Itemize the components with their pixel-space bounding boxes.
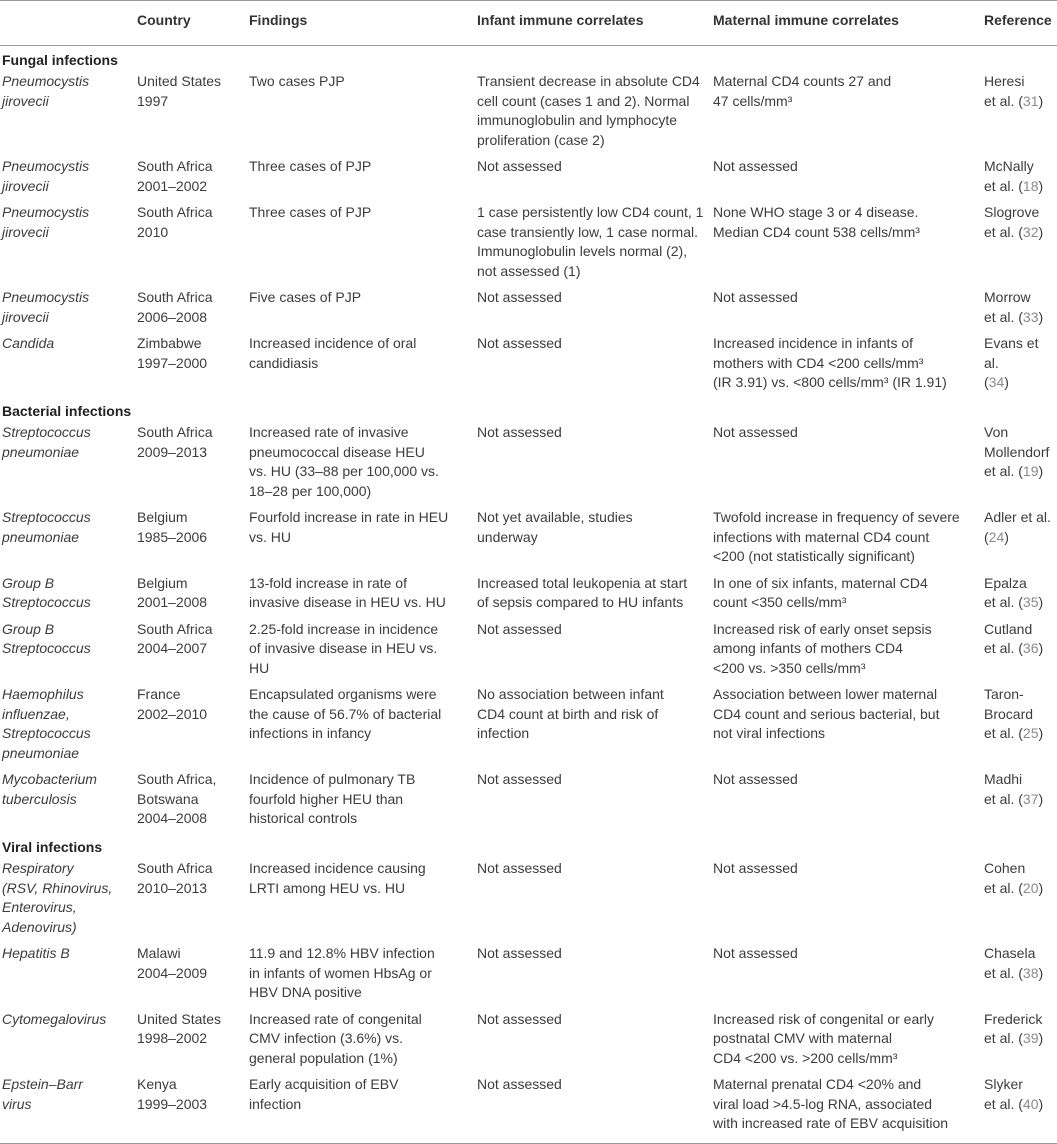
cell-reference xyxy=(984,571,1057,617)
reference-number-link[interactable]: 36 xyxy=(1022,640,1039,656)
cell-maternal-immune: Not assessed xyxy=(713,860,798,876)
table-row xyxy=(0,71,1057,154)
cell-infant-immune: Not assessed xyxy=(477,424,562,440)
cell-reference xyxy=(984,71,1057,154)
cell-organism: Pneumocystis jirovecii xyxy=(2,73,90,109)
cell-reference xyxy=(984,200,1057,285)
header-row xyxy=(0,1,1057,46)
cell-reference xyxy=(984,1007,1057,1073)
cell-country: South Africa 2009–2013 xyxy=(137,424,213,460)
reference-authors: Madhi et al. ( xyxy=(984,771,1023,807)
table-row xyxy=(0,682,1057,767)
reference-close-paren: ) xyxy=(1038,92,1044,109)
reference-close-paren: ) xyxy=(1038,463,1044,479)
cell-reference xyxy=(984,941,1057,1007)
cell-country: Malawi 2004–2009 xyxy=(137,945,208,981)
cell-infant-immune: Not assessed xyxy=(477,158,562,174)
cell-infant-immune: Not assessed xyxy=(477,620,562,637)
reference-number-link[interactable]: 31 xyxy=(1022,92,1039,109)
section-header-row xyxy=(0,397,1057,423)
cell-country: South Africa 2001–2002 xyxy=(137,158,213,194)
cell-findings: 11.9 and 12.8% HBV infection in infants of women HbsAg or HBV DNA positive xyxy=(249,945,435,1000)
cell-organism: Group B Streptococcus xyxy=(2,574,91,610)
reference-authors: Adler et al. ( xyxy=(984,509,1051,545)
reference-number-link[interactable]: 33 xyxy=(1022,308,1039,325)
reference-number-link[interactable]: 39 xyxy=(1022,1030,1039,1046)
reference-close-paren: ) xyxy=(1038,790,1044,807)
table-row xyxy=(0,285,1057,331)
cell-infant-immune: Not assessed xyxy=(477,860,562,876)
cell-maternal-immune: Increased risk of early onset sepsis among infants of mothers CD4 <200 vs. >350 cells/mm³ xyxy=(713,620,932,676)
reference-close-paren: ) xyxy=(1038,177,1044,194)
cell-findings: Increased rate of congenital CMV infection (3.6%) vs. general population (1%) xyxy=(249,1010,422,1066)
cell-infant-immune: 1 case persistently low CD4 count, 1 case transiently low, 1 case normal. Immunoglobulin levels normal (2), not assessed (1) xyxy=(477,204,704,279)
cell-country: United States 1997 xyxy=(137,73,222,109)
reference-number-link[interactable]: 34 xyxy=(988,374,1005,390)
cell-organism: Mycobacterium tuberculosis xyxy=(2,771,97,807)
cell-findings: Increased incidence of oral candidiasis xyxy=(249,335,417,371)
cell-infant-immune: Transient decrease in absolute CD4 cell count (cases 1 and 2). Normal immunoglobulin and lymphocyte proliferation (case 2) xyxy=(477,73,700,148)
cell-maternal-immune: Not assessed xyxy=(713,771,798,787)
cell-maternal-immune: Increased risk of congenital or early postnatal CMV with maternal CD4 <200 vs. >200 cells/mm³ xyxy=(713,1010,934,1066)
cell-maternal-immune: Not assessed xyxy=(713,424,798,440)
reference-number-link[interactable]: 32 xyxy=(1022,223,1039,240)
cell-findings: Increased incidence causing LRTI among HEU vs. HU xyxy=(249,860,426,896)
cell-organism: Epstein–Barr virus xyxy=(2,1076,83,1112)
header-reference: Reference xyxy=(984,12,1052,28)
table-body xyxy=(0,45,1057,1143)
cell-country: South Africa 2010–2013 xyxy=(137,860,213,896)
cell-organism: Cytomegalovirus xyxy=(2,1010,107,1027)
cell-country: Kenya 1999–2003 xyxy=(137,1076,208,1112)
section-header-row xyxy=(0,45,1057,71)
cell-infant-immune: Not assessed xyxy=(477,289,562,305)
table-row xyxy=(0,505,1057,571)
cell-country: Belgium 1985–2006 xyxy=(137,509,208,545)
table-row xyxy=(0,331,1057,397)
cell-infant-immune: Not assessed xyxy=(477,1076,562,1092)
section-title: Bacterial infections xyxy=(2,402,132,419)
reference-close-paren: ) xyxy=(1004,528,1009,545)
cell-organism: Hepatitis B xyxy=(2,945,70,961)
cell-country: South Africa 2004–2007 xyxy=(137,620,213,656)
cell-findings: Incidence of pulmonary TB fourfold higher HEU than historical controls xyxy=(249,771,416,826)
reference-close-paren: ) xyxy=(1038,223,1044,240)
cell-reference xyxy=(984,1072,1057,1143)
header-organism xyxy=(0,1,137,46)
reference-close-paren: ) xyxy=(1038,1095,1044,1112)
cell-reference xyxy=(984,858,1057,941)
reference-authors: Slogrove et al. ( xyxy=(984,204,1040,240)
reference-authors: McNally et al. ( xyxy=(984,158,1034,194)
table-row xyxy=(0,941,1057,1007)
cell-country: Zimbabwe 1997–2000 xyxy=(137,335,208,371)
cell-findings: Early acquisition of EBV infection xyxy=(249,1076,399,1112)
reference-number-link[interactable]: 19 xyxy=(1022,463,1039,479)
section-header-row xyxy=(0,833,1057,859)
cell-findings: Fourfold increase in rate in HEU vs. HU xyxy=(249,509,449,545)
reference-number-link[interactable]: 18 xyxy=(1022,177,1039,194)
reference-authors: Taron- Brocard et al. ( xyxy=(984,686,1034,741)
reference-authors: Chasela et al. ( xyxy=(984,945,1036,981)
cell-findings: Three cases of PJP xyxy=(249,204,372,220)
cell-organism: Group B Streptococcus xyxy=(2,620,91,656)
cell-infant-immune: Not assessed xyxy=(477,945,562,961)
cell-organism: Pneumocystis jirovecii xyxy=(2,204,90,240)
cell-organism: Streptococcus pneumoniae xyxy=(2,424,91,460)
cell-infant-immune: Not assessed xyxy=(477,771,562,787)
cell-reference xyxy=(984,505,1057,571)
table-row xyxy=(0,154,1057,200)
cell-findings: 13-fold increase in rate of invasive disease in HEU vs. HU xyxy=(249,574,446,610)
header-maternal-immune: Maternal immune correlates xyxy=(713,12,899,28)
reference-close-paren: ) xyxy=(1038,1030,1044,1046)
reference-authors: Von Mollendorf et al. ( xyxy=(984,424,1050,479)
table-row xyxy=(0,200,1057,285)
section-title: Fungal infections xyxy=(2,51,118,68)
cell-country: South Africa, Botswana 2004–2008 xyxy=(137,771,217,826)
cell-findings: Two cases PJP xyxy=(249,73,345,89)
reference-number-link[interactable]: 24 xyxy=(988,528,1005,545)
cell-infant-immune: No association between infant CD4 count at birth and risk of infection xyxy=(477,686,664,741)
cell-maternal-immune: Not assessed xyxy=(713,289,798,305)
reference-authors: Morrow et al. ( xyxy=(984,289,1031,325)
cell-organism: Candida xyxy=(2,335,55,351)
cell-country: Belgium 2001–2008 xyxy=(137,574,208,610)
reference-number-link[interactable]: 38 xyxy=(1022,964,1039,981)
cell-organism: Pneumocystis jirovecii xyxy=(2,289,90,325)
cell-reference xyxy=(984,331,1057,397)
cell-reference xyxy=(984,682,1057,767)
cell-reference xyxy=(984,422,1057,505)
reference-number-link[interactable]: 20 xyxy=(1022,879,1039,896)
cell-organism: Respiratory (RSV, Rhinovirus, Enterovirus, Adenovirus) xyxy=(2,860,113,935)
reference-number-link[interactable]: 37 xyxy=(1022,790,1039,807)
cell-maternal-immune: Maternal CD4 counts 27 and 47 cells/mm³ xyxy=(713,73,892,109)
cell-findings: Encapsulated organisms were the cause of 56.7% of bacterial infections in infancy xyxy=(249,686,442,741)
cell-infant-immune: Not yet available, studies underway xyxy=(477,509,633,545)
reference-number-link[interactable]: 40 xyxy=(1022,1095,1039,1112)
cell-maternal-immune: Not assessed xyxy=(713,158,798,174)
cell-reference xyxy=(984,154,1057,200)
reference-close-paren: ) xyxy=(1038,594,1044,610)
table-row xyxy=(0,767,1057,833)
section-title: Viral infections xyxy=(2,838,103,855)
cell-infant-immune: Not assessed xyxy=(477,335,562,351)
cell-organism: Streptococcus pneumoniae xyxy=(2,509,91,545)
cell-maternal-immune: None WHO stage 3 or 4 disease. Median CD4 count 538 cells/mm³ xyxy=(713,204,920,240)
table-row xyxy=(0,422,1057,505)
reference-authors: Cutland et al. ( xyxy=(984,620,1033,656)
reference-close-paren: ) xyxy=(1004,374,1009,390)
header-infant-immune: Infant immune correlates xyxy=(477,12,644,28)
reference-close-paren: ) xyxy=(1038,308,1044,325)
cell-findings: Five cases of PJP xyxy=(249,289,362,305)
table-row xyxy=(0,1007,1057,1073)
reference-authors: Heresi et al. ( xyxy=(984,73,1025,109)
cell-maternal-immune: Maternal prenatal CD4 <20% and viral load >4.5-log RNA, associated with increased rate of EBV acquisition xyxy=(713,1076,949,1131)
cell-maternal-immune: Increased incidence in infants of mothers with CD4 <200 cells/mm³ (IR 3.91) vs. <800 cells/mm³ (IR 1.91) xyxy=(713,335,947,390)
reference-authors: Frederick et al. ( xyxy=(984,1010,1043,1046)
header-country: Country xyxy=(137,12,191,28)
cell-country: South Africa 2006–2008 xyxy=(137,289,213,325)
reference-authors: Slyker et al. ( xyxy=(984,1076,1023,1112)
reference-authors: Evans et al. ( xyxy=(984,335,1039,390)
cell-reference xyxy=(984,617,1057,683)
reference-close-paren: ) xyxy=(1038,964,1044,981)
cell-findings: Three cases of PJP xyxy=(249,158,372,174)
reference-close-paren: ) xyxy=(1038,879,1044,896)
cell-country: South Africa 2010 xyxy=(137,204,213,240)
table-row xyxy=(0,617,1057,683)
cell-reference xyxy=(984,285,1057,331)
reference-close-paren: ) xyxy=(1038,640,1044,656)
cell-organism: Haemophilus influenzae, Streptococcus pneumoniae xyxy=(2,686,91,761)
cell-maternal-immune: In one of six infants, maternal CD4 count <350 cells/mm³ xyxy=(713,574,928,610)
reference-authors: Cohen et al. ( xyxy=(984,860,1026,896)
cell-findings: Increased rate of invasive pneumococcal disease HEU vs. HU (33–88 per 100,000 vs. 18–28 per 100,000) xyxy=(249,424,439,499)
table-row xyxy=(0,1072,1057,1143)
cell-organism: Pneumocystis jirovecii xyxy=(2,158,90,194)
table-row xyxy=(0,571,1057,617)
cell-reference xyxy=(984,767,1057,833)
reference-authors: Epalza et al. ( xyxy=(984,574,1027,610)
cell-maternal-immune: Association between lower maternal CD4 count and serious bacterial, but not viral infections xyxy=(713,686,940,741)
cell-maternal-immune: Twofold increase in frequency of severe infections with maternal CD4 count <200 (not statistically significant) xyxy=(713,509,960,564)
reference-close-paren: ) xyxy=(1038,725,1044,741)
table-row xyxy=(0,858,1057,941)
cell-infant-immune: Increased total leukopenia at start of sepsis compared to HU infants xyxy=(477,574,688,610)
cell-maternal-immune: Not assessed xyxy=(713,945,798,961)
cell-infant-immune: Not assessed xyxy=(477,1010,562,1027)
cell-country: United States 1998–2002 xyxy=(137,1010,222,1046)
cell-findings: 2.25-fold increase in incidence of invasive disease in HEU vs. HU xyxy=(249,620,439,676)
reference-number-link[interactable]: 35 xyxy=(1022,594,1039,610)
reference-number-link[interactable]: 25 xyxy=(1022,725,1039,741)
cell-country: France 2002–2010 xyxy=(137,686,208,722)
header-findings: Findings xyxy=(249,12,308,28)
